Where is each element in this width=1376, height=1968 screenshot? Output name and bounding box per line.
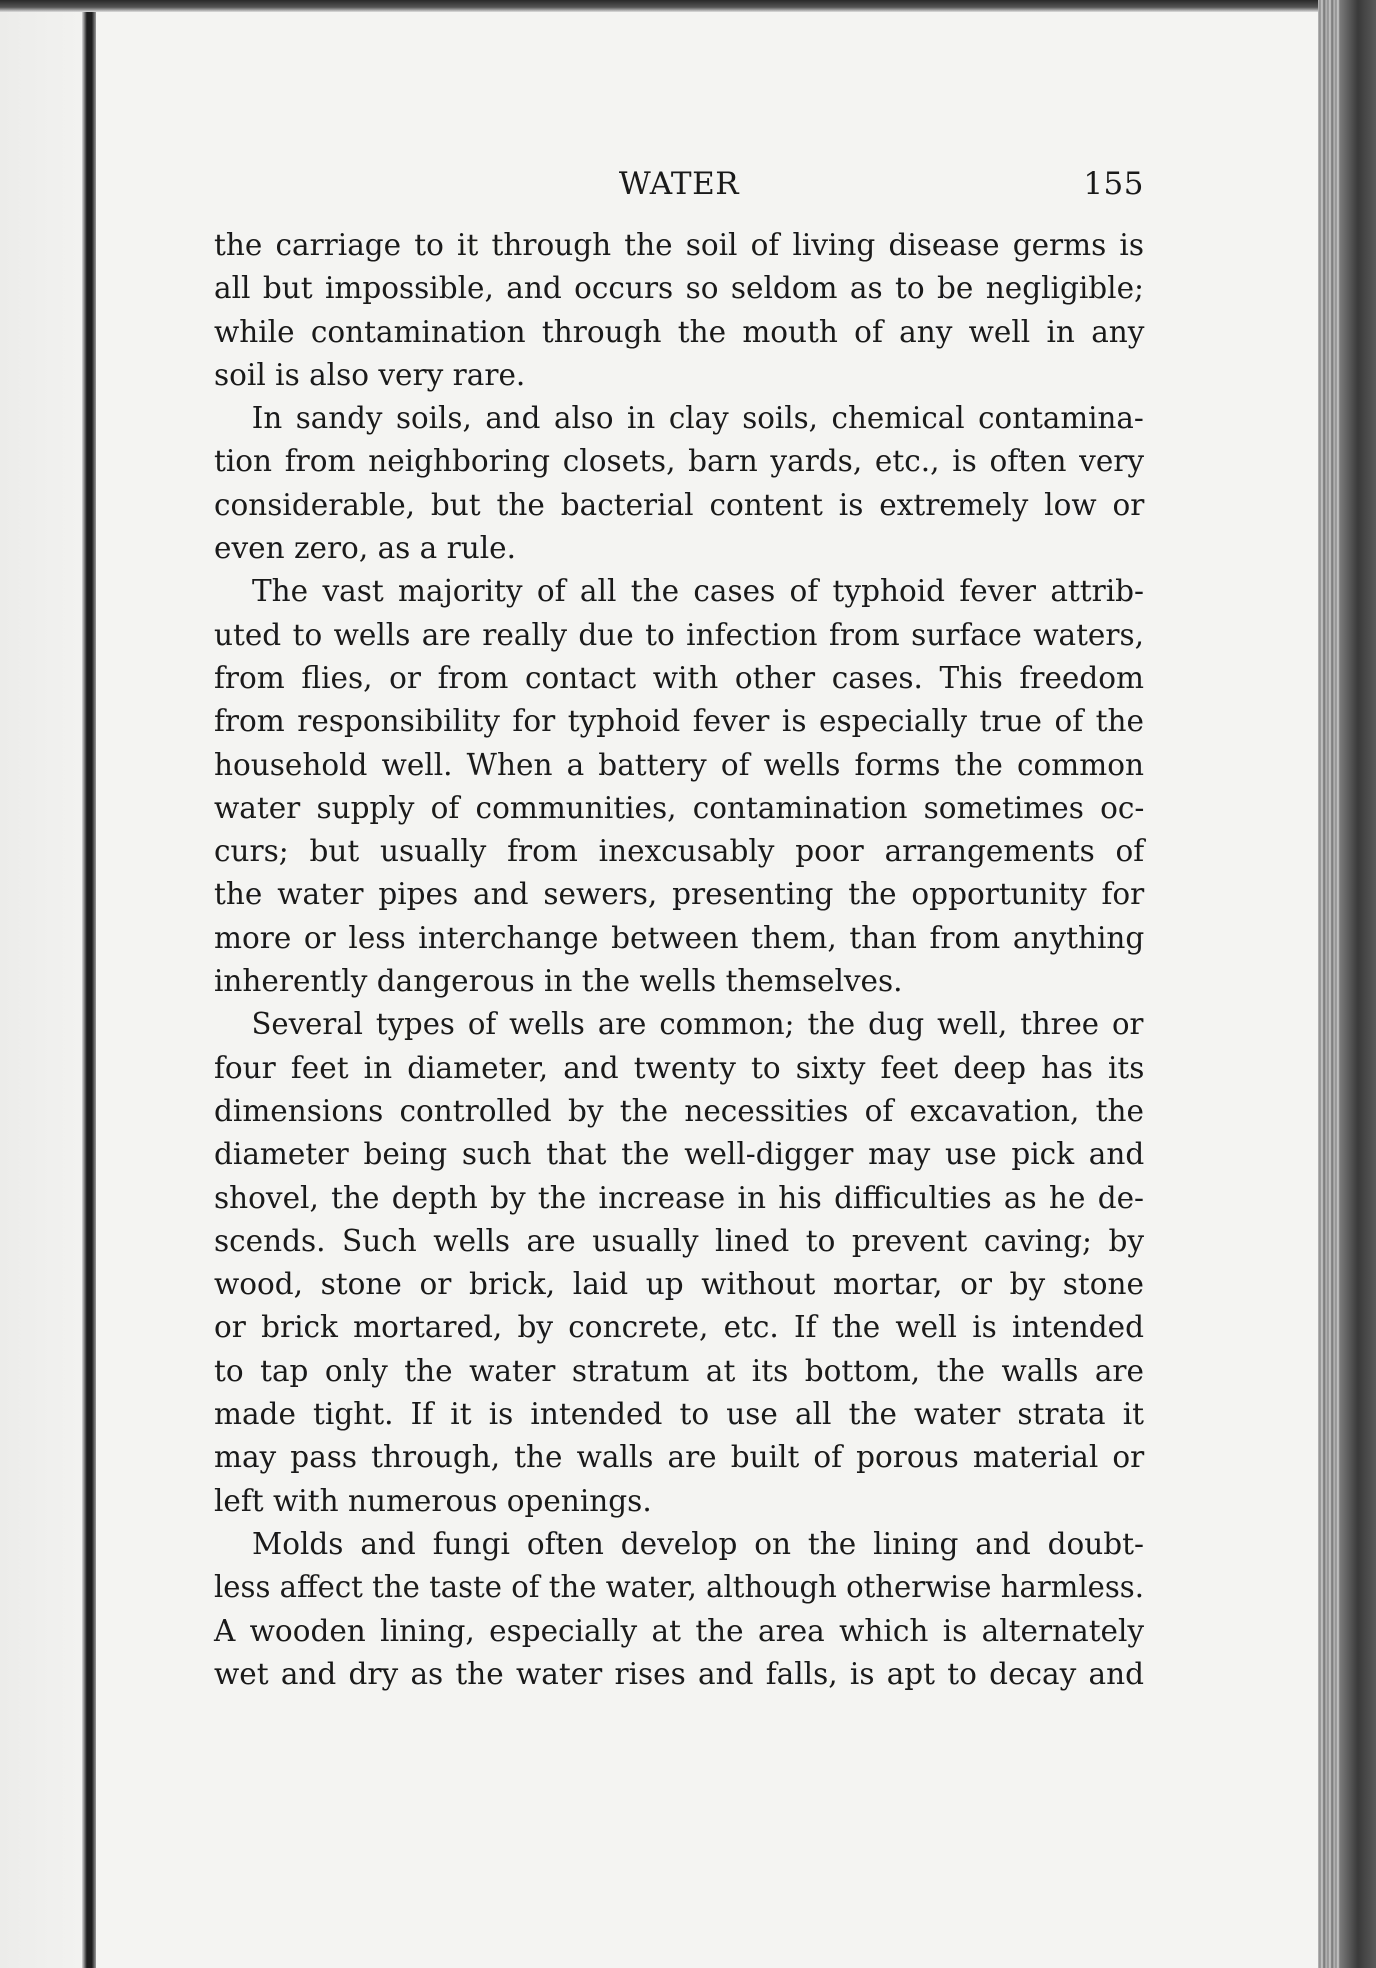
text-line: four feet in diameter, and twenty to sixty feet deep has its	[214, 1050, 1145, 1085]
text-line: household well. When a battery of wells forms the common	[214, 747, 1144, 782]
text-line: to tap only the water stratum at its bottom, the walls are	[214, 1353, 1144, 1388]
text-line: or brick mortared, by concrete, etc. If the well is intended	[214, 1310, 1144, 1345]
text-line: less affect the taste of the water, although otherwise harmless.	[214, 1570, 1144, 1605]
text-line: inherently dangerous in the wells themselves.	[214, 964, 903, 999]
text-line: diameter being such that the well-digger may use pick and	[214, 1137, 1145, 1172]
text-line: Molds and fungi often develop on the lining and doubt-	[252, 1526, 1144, 1561]
text-line: the carriage to it through the soil of living disease germs is	[214, 228, 1144, 262]
left-margin	[0, 0, 82, 1968]
running-head	[214, 160, 1144, 216]
text-line: left with numerous openings.	[214, 1483, 652, 1518]
text-line: Several types of wells are common; the dug well, three or	[251, 1007, 1144, 1042]
text-line: A wooden lining, especially at the area which is alternately	[214, 1613, 1145, 1648]
text-line: scends. Such wells are usually lined to prevent caving; by	[214, 1223, 1144, 1258]
text-line: uted to wells are really due to infection from surface waters,	[214, 617, 1144, 652]
page-number: 155	[1083, 166, 1144, 202]
text-line: from responsibility for typhoid fever is especially true of the	[214, 704, 1144, 739]
text-line: tion from neighboring closets, barn yards, etc., is often very	[214, 444, 1145, 479]
text-line: while contamination through the mouth of any well in any	[214, 314, 1145, 349]
paragraph	[214, 570, 1144, 1003]
text-line: wet and dry as the water rises and falls, is apt to decay and	[214, 1656, 1144, 1691]
text-line: The vast majority of all the cases of typhoid fever attrib-	[252, 574, 1144, 609]
book-binding-edge	[82, 0, 96, 1968]
text-line: shovel, the depth by the increase in his difficulties as he de-	[214, 1180, 1145, 1215]
text-line: water supply of communities, contamination sometimes oc-	[214, 790, 1145, 825]
text-line: may pass through, the walls are built of porous material or	[214, 1440, 1145, 1475]
text-line: the water pipes and sewers, presenting the opportunity for	[214, 877, 1145, 912]
text-line: considerable, but the bacterial content is extremely low or	[214, 487, 1145, 522]
text-line: from flies, or from contact with other cases. This freedom	[214, 660, 1144, 695]
text-line: more or less interchange between them, than from anything	[214, 920, 1145, 955]
text-line: wood, stone or brick, laid up without mortar, or by stone	[214, 1267, 1144, 1302]
body-text	[214, 224, 1144, 1696]
text-line: all but impossible, and occurs so seldom as to be negligible;	[214, 271, 1144, 306]
text-line: made tight. If it is intended to use all the water strata it	[214, 1397, 1144, 1432]
book-cover-edge	[1340, 0, 1376, 1968]
text-line: even zero, as a rule.	[214, 531, 517, 566]
scan-top-edge	[0, 0, 1376, 12]
running-title: WATER	[618, 166, 740, 202]
text-line: dimensions controlled by the necessities of excavation, the	[214, 1093, 1144, 1128]
text-line: In sandy soils, and also in clay soils, chemical contamina-	[251, 401, 1144, 436]
text-line: curs; but usually from inexcusably poor arrangements of	[214, 834, 1145, 869]
text-line: soil is also very rare.	[214, 357, 526, 392]
book-page	[214, 160, 1144, 1696]
paragraph	[214, 224, 1144, 397]
paragraph	[214, 1523, 1144, 1696]
paragraph	[214, 397, 1144, 570]
paragraph	[214, 1003, 1144, 1523]
